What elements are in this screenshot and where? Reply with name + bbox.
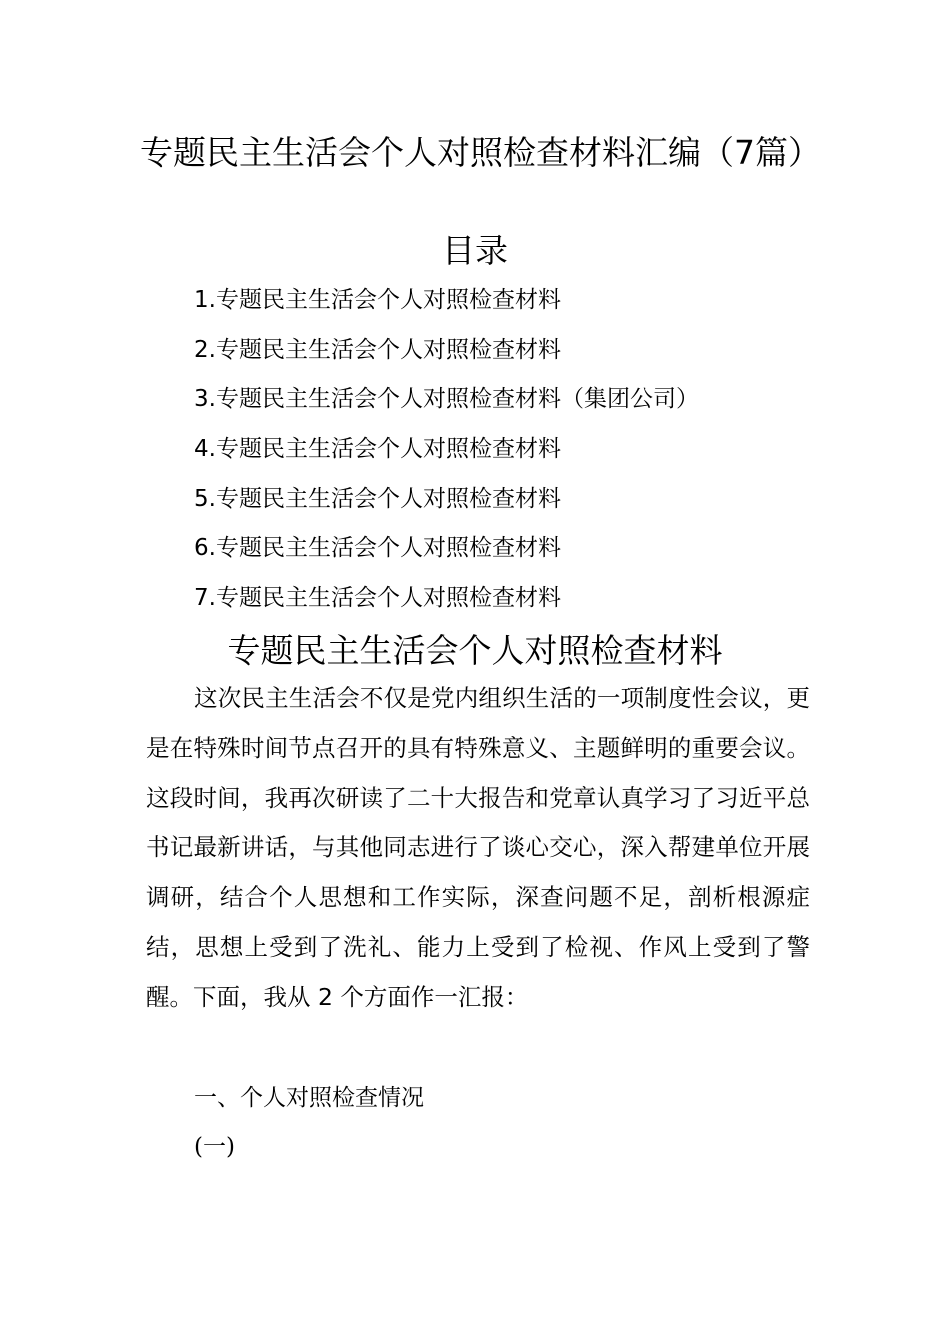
subheading: 一、个人对照检查情况 <box>194 1085 424 1111</box>
toc-item[interactable]: 5.专题民主生活会个人对照检查材料 <box>194 485 561 512</box>
toc-item[interactable]: 7.专题民主生活会个人对照检查材料 <box>194 585 561 612</box>
body-paragraph: 这次民主生活会不仅是党内组织生活的一项制度性会议，更是在特殊时间节点召开的具有特殊意义、主题鲜明的重要会议。这段时间，我再次研读了二十大报告和党章认真学习了习近平总书记最新讲话，与其他同志进行了谈心交心，深入帮建单位开展调研，结合个人思想和工作实际，深查问题不足，剖析根源症结，思想上受到了洗礼、能力上受到了检视、作风上受到了警醒。下面，我从 2 个方面作一汇报： <box>146 684 810 1011</box>
toc-item[interactable]: 1.专题民主生活会个人对照检查材料 <box>194 287 561 313</box>
section-title: 专题民主生活会个人对照检查材料 <box>227 631 723 670</box>
toc-item[interactable]: 4.专题民主生活会个人对照检查材料 <box>194 436 561 463</box>
toc-item[interactable]: 3.专题民主生活会个人对照检查材料（集团公司） <box>194 386 699 413</box>
document-title: 专题民主生活会个人对照检查材料汇编（7篇） <box>140 133 821 172</box>
toc-item[interactable]: 2.专题民主生活会个人对照检查材料 <box>194 336 561 363</box>
table-of-contents <box>194 276 814 624</box>
toc-item[interactable]: 6.专题民主生活会个人对照检查材料 <box>194 535 561 562</box>
subitem-marker: (一) <box>194 1134 235 1160</box>
toc-heading: 目录 <box>442 231 508 270</box>
